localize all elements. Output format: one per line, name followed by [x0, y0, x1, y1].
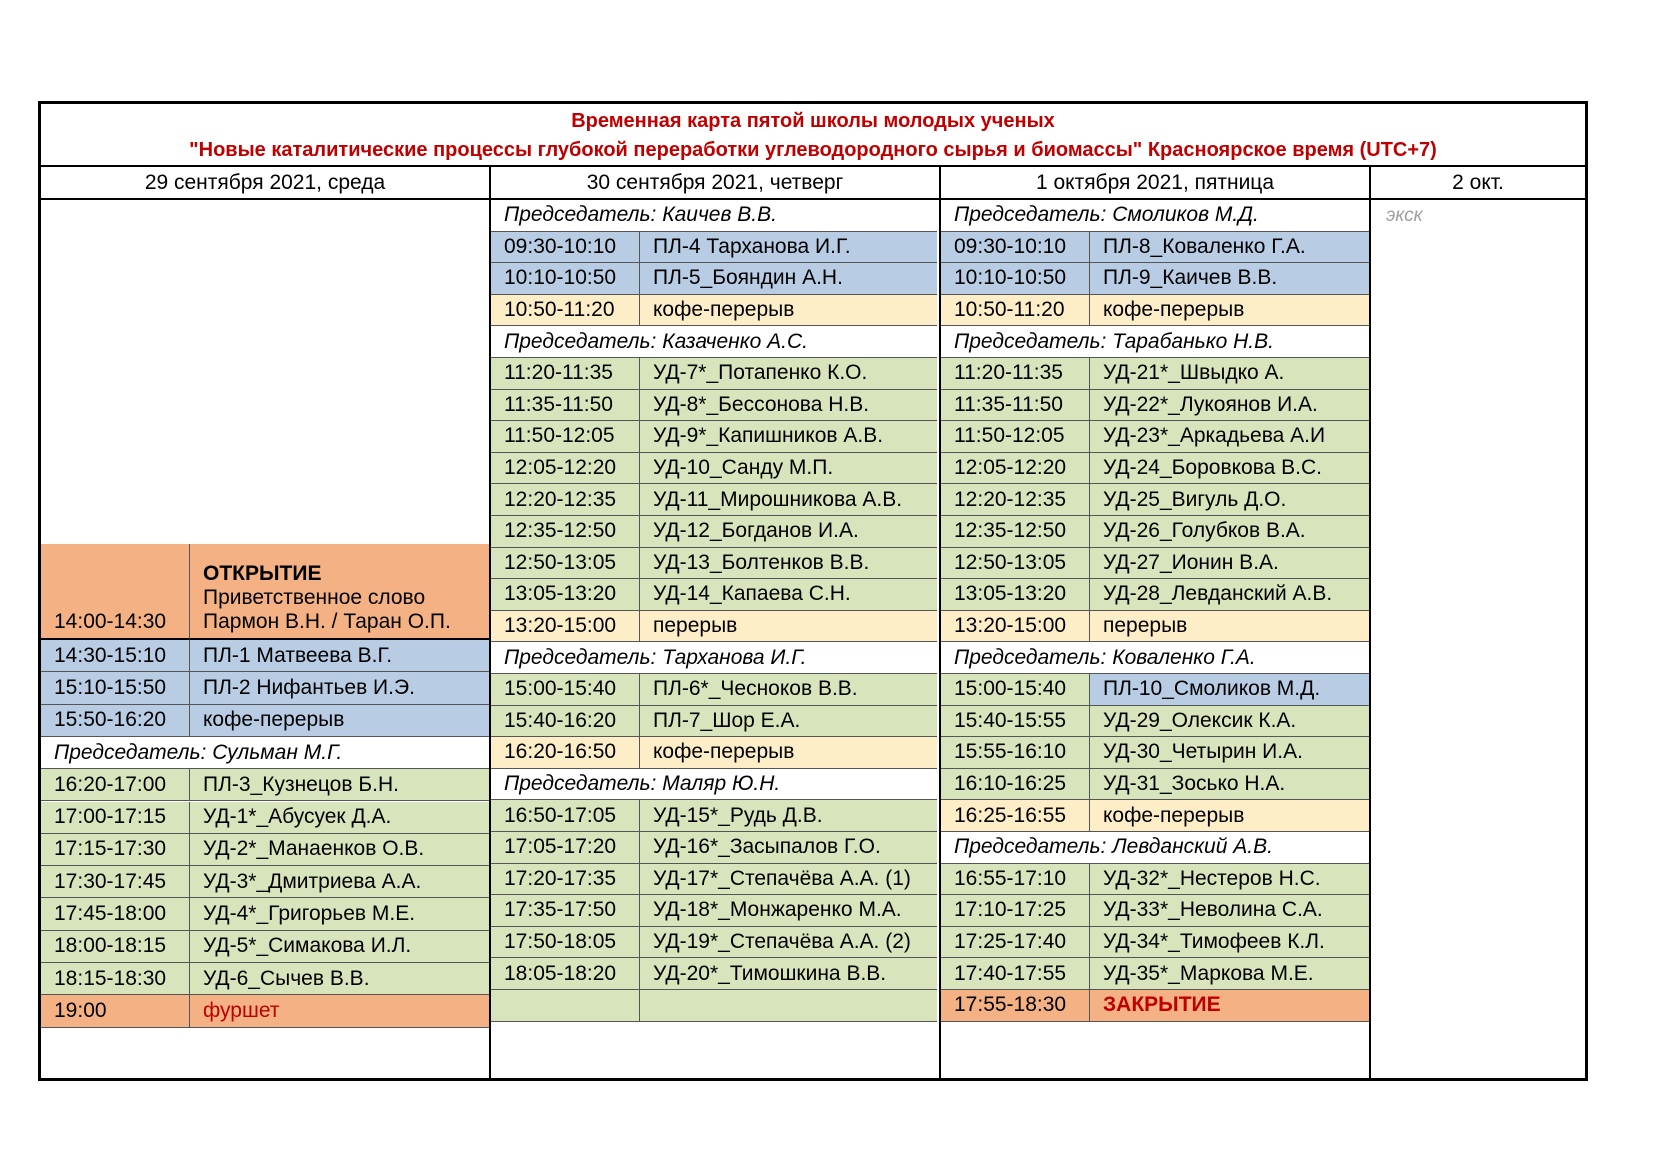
session-title: УД-26_Голубков В.А. [1089, 516, 1369, 548]
session-title: кофе-перерыв [639, 737, 937, 769]
session-title: ПЛ-7_Шор Е.А. [639, 706, 937, 738]
separator-3 [1369, 167, 1371, 1081]
session-title: УД-18*_Монжаренко М.А. [639, 895, 937, 927]
session-title: УД-9*_Капишников А.В. [639, 421, 937, 453]
session-title: УД-22*_Лукоянов И.А. [1089, 390, 1369, 422]
session-time: 12:20-12:35 [941, 484, 1089, 516]
session-title: УД-19*_Степачёва А.А. (2) [639, 927, 937, 959]
session-title: УД-28_Левданский А.В. [1089, 579, 1369, 611]
session-time: 12:20-12:35 [491, 484, 639, 516]
session-time: 16:10-16:25 [941, 769, 1089, 801]
session-title: УД-2*_Манаенков О.В. [189, 834, 489, 866]
session-title: УД-10_Санду М.П. [639, 453, 937, 485]
session-time: 15:00-15:40 [941, 674, 1089, 706]
opening-title: ОТКРЫТИЕ [203, 562, 322, 585]
session-time: 11:50-12:05 [491, 421, 639, 453]
session-time: 17:30-17:45 [41, 866, 189, 898]
session-time: 16:50-17:05 [491, 800, 639, 832]
session-title: ПЛ-10_Смоликов М.Д. [1089, 674, 1369, 706]
session-time: 12:05-12:20 [491, 453, 639, 485]
session-title: УД-1*_Абусуек Д.А. [189, 802, 489, 834]
session-time: 15:00-15:40 [491, 674, 639, 706]
session-time: 17:55-18:30 [941, 990, 1089, 1022]
session-time: 13:20-15:00 [491, 611, 639, 643]
session-title: ПЛ-3_Кузнецов Б.Н. [189, 769, 489, 801]
session-title: ПЛ-8_Коваленко Г.А. [1089, 232, 1369, 264]
session-title: УД-35*_Маркова М.Е. [1089, 958, 1369, 990]
session-time: 16:55-17:10 [941, 864, 1089, 896]
session-title: УД-7*_Потапенко К.О. [639, 358, 937, 390]
title-line-2: "Новые каталитические процессы глубокой переработки углеводородного сырья и биомассы" Красноярское время (UTC+7) [189, 139, 1437, 161]
excursion-note: экск [1386, 205, 1423, 226]
session-title: УД-34*_Тимофеев К.Л. [1089, 927, 1369, 959]
session-time: 12:35-12:50 [941, 516, 1089, 548]
session-time: 11:35-11:50 [941, 390, 1089, 422]
session-title: УД-17*_Степачёва А.А. (1) [639, 864, 937, 896]
session-title: кофе-перерыв [1089, 295, 1369, 327]
session-title: УД-5*_Симакова И.Л. [189, 931, 489, 963]
session-time: 17:05-17:20 [491, 832, 639, 864]
session-time: 11:35-11:50 [491, 390, 639, 422]
session-time: 15:40-15:55 [941, 706, 1089, 738]
session-title: кофе-перерыв [189, 705, 489, 737]
session-title: УД-24_Боровкова В.С. [1089, 453, 1369, 485]
session-time: 17:10-17:25 [941, 895, 1089, 927]
opening-greeting: Приветственное слово [203, 586, 426, 609]
chair-row: Председатель: Каичев В.В. [491, 200, 937, 232]
day-header-2: 30 сентября 2021, четверг [491, 167, 939, 200]
session-time: 12:50-13:05 [941, 548, 1089, 580]
session-title: ПЛ-5_Бояндин А.Н. [639, 263, 937, 295]
session-title: ПЛ-2 Нифантьев И.Э. [189, 672, 489, 704]
session-time: 16:25-16:55 [941, 800, 1089, 832]
session-title: УД-3*_Дмитриева А.А. [189, 866, 489, 898]
session-title [639, 990, 937, 1022]
session-title: УД-15*_Рудь Д.В. [639, 800, 937, 832]
session-title: УД-6_Сычев В.В. [189, 963, 489, 995]
session-time: 11:20-11:35 [941, 358, 1089, 390]
chair-row: Председатель: Тарабанько Н.В. [941, 326, 1369, 358]
session-time: 18:00-18:15 [41, 931, 189, 963]
session-time: 15:10-15:50 [41, 672, 189, 704]
day-header-1: 29 сентября 2021, среда [41, 167, 489, 200]
session-title: УД-11_Мирошникова А.В. [639, 484, 937, 516]
session-title: ЗАКРЫТИЕ [1089, 990, 1369, 1022]
session-title: УД-25_Вигуль Д.О. [1089, 484, 1369, 516]
session-time: 10:10-10:50 [941, 263, 1089, 295]
session-title: УД-14_Капаева С.Н. [639, 579, 937, 611]
session-title: ПЛ-9_Каичев В.В. [1089, 263, 1369, 295]
session-time: 10:10-10:50 [491, 263, 639, 295]
session-time: 09:30-10:10 [491, 232, 639, 264]
session-time: 17:40-17:55 [941, 958, 1089, 990]
schedule-title [41, 104, 1585, 167]
session-title: УД-8*_Бессонова Н.В. [639, 390, 937, 422]
session-time: 15:50-16:20 [41, 705, 189, 737]
day-header-4: 2 окт. [1371, 167, 1585, 200]
session-title: кофе-перерыв [1089, 800, 1369, 832]
session-time: 17:20-17:35 [491, 864, 639, 896]
session-time: 11:50-12:05 [941, 421, 1089, 453]
session-title: УД-4*_Григорьев М.Е. [189, 898, 489, 930]
chair-row: Председатель: Казаченко А.С. [491, 326, 937, 358]
session-time: 16:20-17:00 [41, 769, 189, 801]
session-time: 13:20-15:00 [941, 611, 1089, 643]
session-title: кофе-перерыв [639, 295, 937, 327]
session-time: 10:50-11:20 [941, 295, 1089, 327]
session-time: 12:50-13:05 [491, 548, 639, 580]
session-time: 16:20-16:50 [491, 737, 639, 769]
chair-row: Председатель: Тарханова И.Г. [491, 642, 937, 674]
session-time: 17:50-18:05 [491, 927, 639, 959]
chair-row: Председатель: Левданский А.В. [941, 832, 1369, 864]
session-time: 11:20-11:35 [491, 358, 639, 390]
session-title: УД-12_Богданов И.А. [639, 516, 937, 548]
opening-cell [189, 544, 489, 640]
day-header-3: 1 октября 2021, пятница [941, 167, 1369, 200]
session-time: 17:25-17:40 [941, 927, 1089, 959]
session-title: УД-33*_Неволина С.А. [1089, 895, 1369, 927]
title-line-1: Временная карта пятой школы молодых ученых [571, 110, 1055, 132]
session-time: 17:45-18:00 [41, 898, 189, 930]
chair-row: Председатель: Смоликов М.Д. [941, 200, 1369, 232]
session-time: 15:55-16:10 [941, 737, 1089, 769]
session-title: ПЛ-1 Матвеева В.Г. [189, 640, 489, 672]
session-title: перерыв [639, 611, 937, 643]
session-time: 12:05-12:20 [941, 453, 1089, 485]
session-time: 18:05-18:20 [491, 958, 639, 990]
session-time: 09:30-10:10 [941, 232, 1089, 264]
session-title: УД-16*_Засыпалов Г.О. [639, 832, 937, 864]
session-title: УД-13_Болтенков В.В. [639, 548, 937, 580]
session-title: УД-31_Зосько Н.А. [1089, 769, 1369, 801]
chair-row: Председатель: Маляр Ю.Н. [491, 769, 937, 801]
chair-row: Председатель: Коваленко Г.А. [941, 642, 1369, 674]
session-time [491, 990, 639, 1022]
session-title: перерыв [1089, 611, 1369, 643]
session-time: 15:40-16:20 [491, 706, 639, 738]
session-title: УД-21*_Швыдко А. [1089, 358, 1369, 390]
session-title: фуршет [189, 995, 489, 1027]
session-title: УД-20*_Тимошкина В.В. [639, 958, 937, 990]
session-title: УД-23*_Аркадьева А.И [1089, 421, 1369, 453]
session-time: 17:00-17:15 [41, 802, 189, 834]
chair-row: Председатель: Сульман М.Г. [41, 737, 489, 769]
session-time: 14:30-15:10 [41, 640, 189, 672]
opening-speakers: Пармон В.Н. / Таран О.П. [203, 610, 451, 633]
session-time: 17:15-17:30 [41, 834, 189, 866]
session-title: УД-27_Ионин В.А. [1089, 548, 1369, 580]
session-title: УД-30_Четырин И.А. [1089, 737, 1369, 769]
session-time: 18:15-18:30 [41, 963, 189, 995]
session-title: ПЛ-4 Тарханова И.Г. [639, 232, 937, 264]
session-title: УД-32*_Нестеров Н.С. [1089, 864, 1369, 896]
session-time: 19:00 [41, 995, 189, 1027]
session-time: 13:05-13:20 [941, 579, 1089, 611]
session-title: УД-29_Олексик К.А. [1089, 706, 1369, 738]
session-title: ПЛ-6*_Чесноков В.В. [639, 674, 937, 706]
session-time: 10:50-11:20 [491, 295, 639, 327]
opening-time: 14:00-14:30 [41, 544, 189, 640]
schedule-sheet [38, 101, 1588, 1081]
session-time: 13:05-13:20 [491, 579, 639, 611]
session-time: 17:35-17:50 [491, 895, 639, 927]
session-time: 12:35-12:50 [491, 516, 639, 548]
